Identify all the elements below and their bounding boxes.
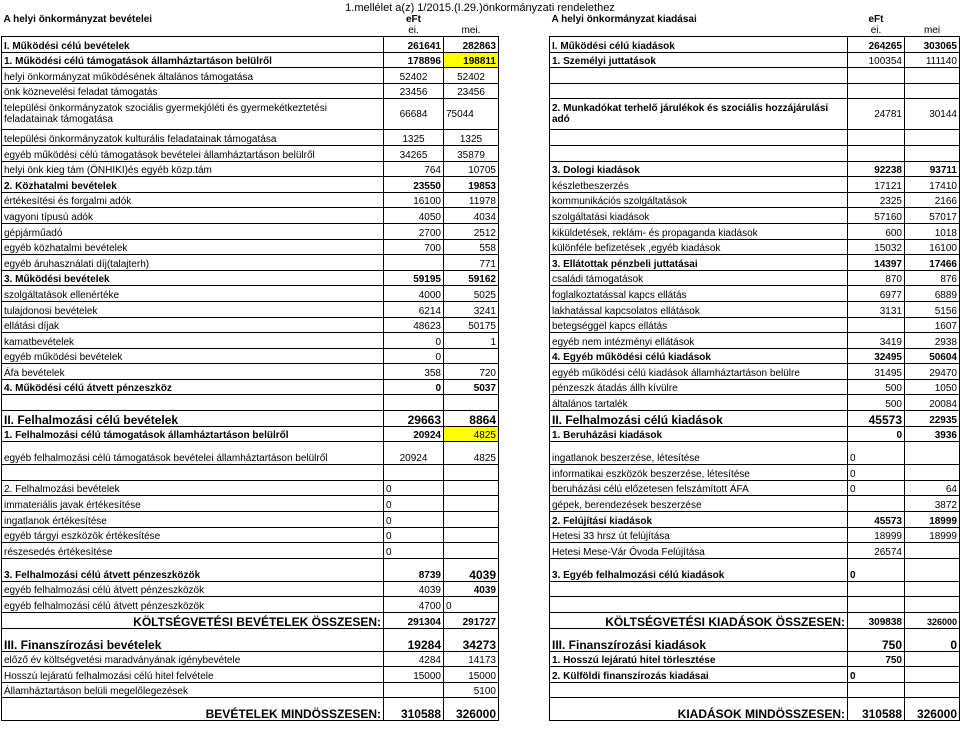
table-row: részesedés értékesítése 0 Hetesi Mese-Vár Óvoda Felújítása 26574 — [2, 543, 960, 559]
table-row: KÖLTSÉGVETÉSI BEVÉTELEK ÖSSZESEN: 291304 291727 KÖLTSÉGVETÉSI KIADÁSOK ÖSSZESEN: 309838 326000 — [2, 613, 960, 629]
table-row: egyéb közhatalmi bevételek 700 558 különféle befizetések ,egyéb kiadások 15032 16100 — [2, 239, 960, 255]
table-row: települési önkormányzatok szociális gyermekjóléti és gyermekétkeztetési feladatainak támogatása 66684 75044 2. Munkadókat terhelő járulékok és szociális hozzájárulási adó 24781 30144 — [2, 99, 960, 130]
table-row: immateriális javak értékesítése 0 gépek, berendezések beszerzése 3872 — [2, 496, 960, 512]
table-row: egyéb működési bevételek 0 4. Egyéb működési célú kiadások 32495 50604 — [2, 348, 960, 364]
table-row: egyéb áruhasználati díj(talajterh) 771 3. Ellátottak pénzbeli juttatásai 14397 17466 — [2, 255, 960, 271]
highlighted-value: 198811 — [444, 52, 499, 68]
budget-table — [1, 14, 960, 721]
table-row: egyéb működési célú támogatások bevételei államháztartáson belülről 34265 35879 — [2, 145, 960, 161]
budget-income-total-label: KÖLTSÉGVETÉSI BEVÉTELEK ÖSSZESEN: — [2, 613, 384, 629]
table-row: gépjárműadó 2700 2512 kiküldetések, reklám- és propaganda kiadások 600 1018 — [2, 223, 960, 239]
table-row: egyéb felhalmozási célú átvett pénzeszközök 4039 4039 — [2, 581, 960, 597]
expense-grand-total-label: KIADÁSOK MINDÖSSZESEN: — [550, 698, 848, 721]
table-row: helyi önk kieg tám (ÖNHIKI)és egyéb közp.tám 764 10705 3. Dologi kiadások 92238 93711 — [2, 161, 960, 177]
table-row: II. Felhalmozási célú bevételek 29663 8864 II. Felhalmozási célú kiadások 45573 22935 — [2, 411, 960, 427]
table-row: 4. Működési célú átvett pénzeszköz 0 5037 pénzeszk átadás állh kívülre 500 1050 — [2, 379, 960, 395]
table-row: ellátási díjak 48623 50175 betegséggel kapcs ellátás 1607 — [2, 317, 960, 333]
table-row: kamatbevételek 0 1 egyéb nem intézményi ellátások 3419 2938 — [2, 333, 960, 349]
header-row — [2, 14, 960, 25]
table-row: települési önkormányzatok kulturális feladatainak támogatása 1325 1325 — [2, 130, 960, 146]
table-row: szolgáltatások ellenértéke 4000 5025 foglalkoztatással kapcs ellátás 6977 6889 — [2, 286, 960, 302]
table-row: I. Működési célú bevételek 261641 282863 I. Működési célú kiadások 264265 303065 — [2, 37, 960, 53]
income-col-mei: mei. — [461, 25, 481, 36]
budget-expense-total-label: KÖLTSÉGVETÉSI KIADÁSOK ÖSSZESEN: — [550, 613, 848, 629]
income-title: A helyi önkormányzat bevételei — [3, 14, 153, 25]
table-row: vagyoni típusú adók 4050 4034 szolgáltatási kiadások 57160 57017 — [2, 208, 960, 224]
income-unit: eFt — [406, 14, 421, 25]
table-row: 1. Működési célú támogatások államháztartáson belülről 178896 198811 1. Személyi juttatások 100354 111140 — [2, 52, 960, 68]
table-row: egyéb tárgyi eszközök értékesítése 0 Hetesi 33 hrsz út felújítása 18999 18999 — [2, 527, 960, 543]
table-row: III. Finanszírozási bevételek 19284 34273 III. Finanszírozási kiadások 750 0 — [2, 628, 960, 651]
table-row: 3. Működési bevételek 59195 59162 családi támogatások 870 876 — [2, 270, 960, 286]
expense-title: A helyi önkormányzat kiadásai — [551, 14, 697, 25]
table-row: 2. Felhalmozási bevételek 0 beruházási célú előzetesen felszámított ÁFA 0 64 — [2, 480, 960, 496]
table-row: Hosszú lejáratú felhalmozási célú hitel felvétele 15000 15000 2. Külföldi finanszírozás kiadásai 0 — [2, 667, 960, 683]
table-row: BEVÉTELEK MINDÖSSZESEN: 310588 326000 KIADÁSOK MINDÖSSZESEN: 310588 326000 — [2, 698, 960, 721]
table-row: egyéb felhalmozási célú támogatások bevételei államháztartáson belülről 20924 4825 ingatlanok beszerzése, létesítése 0 — [2, 442, 960, 465]
table-row: 2. Közhatalmi bevételek 23550 19853 készletbeszerzés 17121 17410 — [2, 177, 960, 193]
table-row: 1. Felhalmozási célú támogatások államháztartáson belülről 20924 4825 1. Beruházási kiadások 0 3936 — [2, 426, 960, 442]
table-row: előző év költségvetési maradványának igénybevétele 4284 14173 1. Hosszú lejáratú hitel törlesztése 750 — [2, 651, 960, 667]
table-row: önk köznevelési feladat támogatás 23456 23456 — [2, 83, 960, 99]
highlighted-value: 4825 — [444, 426, 499, 442]
table-row: általános tartalék 500 20084 — [2, 395, 960, 411]
table-row: helyi önkormányzat működésének általános támogatása 52402 52402 — [2, 68, 960, 84]
table-row: tulajdonosi bevételek 6214 3241 lakhatással kapcsolatos ellátások 3131 5156 — [2, 301, 960, 317]
expense-col-mei: mei — [923, 25, 941, 36]
table-row: 3. Felhalmozási célú átvett pénzeszközök 8739 4039 3. Egyéb felhalmozási célú kiadások 0 — [2, 558, 960, 581]
table-row: egyéb felhalmozási célú átvett pénzeszközök 4700 0 — [2, 597, 960, 613]
income-col-ei: ei. — [408, 25, 419, 36]
expense-unit: eFt — [868, 14, 884, 25]
table-row: értékesítési és forgalmi adók 16100 11978 kommunikációs szolgáltatások 2325 2166 — [2, 192, 960, 208]
expense-col-ei: ei. — [870, 25, 882, 36]
table-row: Államháztartáson belüli megelőlegezések 5100 — [2, 682, 960, 698]
income-grand-total-label: BEVÉTELEK MINDÖSSZESEN: — [2, 698, 384, 721]
table-row: Áfa bevételek 358 720 egyéb működési célú kiadások államháztartáson belülre 31495 29470 — [2, 364, 960, 380]
subheader-row — [2, 25, 960, 37]
table-row: ingatlanok értékesítése 0 2. Felújítási kiadások 45573 18999 — [2, 512, 960, 528]
table-row: informatikai eszközök beszerzése, létesítése 0 — [2, 465, 960, 481]
document-header: 1.mellélet a(z) 1/2015.(I.29.)önkormányzati rendelethez — [345, 2, 615, 14]
